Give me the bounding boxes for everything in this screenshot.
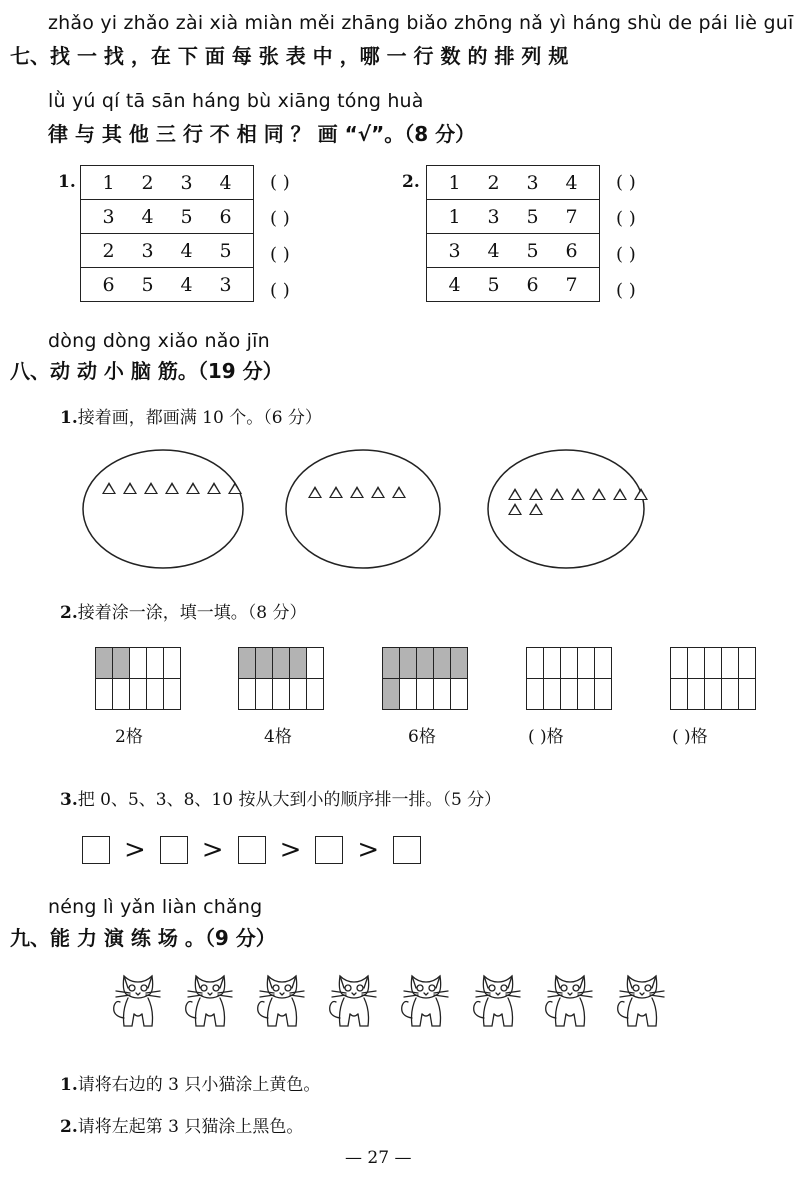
section-8-heading: 八、动 动 小 脑 筋。（19 分）: [10, 359, 283, 383]
table-1-answers: [270, 165, 290, 309]
triangle-icon: [207, 482, 221, 494]
triangle-icon: [186, 482, 200, 494]
triangle-icon: [329, 486, 343, 498]
cat-icon[interactable]: [470, 968, 526, 1034]
greater-than-sign: >: [124, 835, 146, 865]
triangle-icon: [508, 488, 522, 500]
grid-cell[interactable]: [417, 648, 434, 679]
table-cell: 2: [141, 171, 154, 194]
oval-2: [286, 450, 440, 568]
grid-cell[interactable]: [400, 648, 417, 679]
grid-cell[interactable]: [239, 679, 256, 710]
grid-cell[interactable]: [383, 648, 400, 679]
answer-paren[interactable]: ( ): [616, 244, 636, 265]
grid-cell[interactable]: [722, 648, 739, 679]
grid-4-label: ( )格: [528, 727, 564, 747]
grid-cell[interactable]: [256, 648, 273, 679]
grid-cell[interactable]: [544, 648, 561, 679]
grid-cells: [382, 647, 468, 710]
triangle-icon: [350, 486, 364, 498]
triangles-oval-2: [308, 486, 458, 498]
triangle-icon: [165, 482, 179, 494]
grid-cell[interactable]: [739, 648, 756, 679]
answer-paren[interactable]: ( ): [616, 208, 636, 229]
table-cell: 7: [565, 205, 578, 228]
q8-1-text: 1.接着画，都画满 10 个。（6 分）: [60, 408, 322, 428]
grid-cell[interactable]: [561, 648, 578, 679]
answer-paren[interactable]: ( ): [616, 172, 636, 193]
table-cell: 3: [487, 205, 500, 228]
grid-cells: [670, 647, 756, 710]
grid-cell[interactable]: [578, 648, 595, 679]
triangle-icon: [144, 482, 158, 494]
grid-cell[interactable]: [705, 679, 722, 710]
cat-icon[interactable]: [614, 968, 670, 1034]
grid-cell[interactable]: [113, 648, 130, 679]
grid-cell[interactable]: [290, 648, 307, 679]
grid-cell[interactable]: [739, 679, 756, 710]
table-cell: 5: [487, 273, 500, 296]
table-cell: 6: [565, 239, 578, 262]
section-7-heading-line2: 律 与 其 他 三 行 不 相 同 ？ 画 “√”。（8 分）: [48, 122, 476, 146]
table-cell: 6: [102, 273, 115, 296]
table-cell: 4: [180, 273, 193, 296]
table-2-answers: [616, 165, 636, 309]
triangle-icon: [392, 486, 406, 498]
section-7-heading-line1: 七、找 一 找 ，在 下 面 每 张 表 中 ，哪 一 行 数 的 排 列 规: [10, 44, 569, 68]
shade-grid-3: [382, 647, 468, 710]
grid-cell[interactable]: [688, 648, 705, 679]
cat-icon[interactable]: [542, 968, 598, 1034]
cat-icon[interactable]: [326, 968, 382, 1034]
grid-cell[interactable]: [561, 679, 578, 710]
table-cell: 3: [141, 239, 154, 262]
greater-than-sign: >: [357, 835, 380, 865]
triangle-icon: [529, 488, 543, 500]
grid-1-label: 2格: [115, 727, 143, 747]
grid-cell[interactable]: [239, 648, 256, 679]
table-cell: 5: [180, 205, 193, 228]
grid-cell[interactable]: [527, 679, 544, 710]
grid-cells: [95, 647, 181, 710]
table-cell: 1: [448, 205, 461, 228]
grid-cell[interactable]: [273, 648, 290, 679]
grid-cell[interactable]: [96, 648, 113, 679]
q9-2-text: 2.请将左起第 3 只猫涂上黑色。: [60, 1117, 304, 1137]
greater-than-sign: >: [201, 835, 224, 865]
number-table-2: [426, 165, 600, 302]
answer-box[interactable]: [315, 836, 343, 864]
grid-cell[interactable]: [147, 679, 164, 710]
table-row: [427, 200, 600, 234]
table-row: [81, 166, 254, 200]
grid-cell[interactable]: [671, 679, 688, 710]
table-cell: 4: [565, 171, 578, 194]
q8-2-text: 2.接着涂一涂，填一填。（8 分）: [60, 603, 307, 623]
grid-cell[interactable]: [595, 648, 612, 679]
grid-cell[interactable]: [307, 679, 324, 710]
table-cell: 3: [526, 171, 539, 194]
answer-box[interactable]: [238, 836, 266, 864]
triangle-icon: [123, 482, 137, 494]
grid-cell[interactable]: [400, 679, 417, 710]
greater-than-sign: >: [279, 835, 302, 865]
grid-3-label: 6格: [408, 727, 436, 747]
grid-cell[interactable]: [434, 648, 451, 679]
table-row: [427, 166, 600, 200]
grid-cell[interactable]: [434, 679, 451, 710]
table-cell: 3: [180, 171, 193, 194]
grid-cell[interactable]: [671, 648, 688, 679]
table-cell: 2: [487, 171, 500, 194]
grid-cell[interactable]: [383, 679, 400, 710]
cats-row: [110, 968, 670, 1034]
triangle-icon: [228, 482, 242, 494]
cat-icon[interactable]: [254, 968, 310, 1034]
table-cell: 5: [219, 239, 232, 262]
table-cell: 5: [141, 273, 154, 296]
table-cell: 4: [141, 205, 154, 228]
section-9-heading: 九、能 力 演 练 场 。（9 分）: [10, 926, 276, 950]
answer-paren[interactable]: ( ): [270, 208, 290, 229]
grid-cells: [526, 647, 612, 710]
table-2-label: 2.: [402, 172, 420, 192]
table-cell: 7: [565, 273, 578, 296]
grid-cell[interactable]: [290, 679, 307, 710]
table-1-label: 1.: [58, 172, 76, 192]
grid-cell[interactable]: [595, 679, 612, 710]
answer-paren[interactable]: ( ): [270, 172, 290, 193]
table-cell: 1: [448, 171, 461, 194]
cat-icon[interactable]: [110, 968, 166, 1034]
q8-3-text: 3.把 0、5、3、8、10 按从大到小的顺序排一排。（5 分）: [60, 790, 502, 810]
grid-2-label: 4格: [264, 727, 292, 747]
table-row: [427, 268, 600, 302]
table-cell: 4: [180, 239, 193, 262]
table-cell: 3: [448, 239, 461, 262]
answer-paren[interactable]: ( ): [270, 244, 290, 265]
shade-grid-1: [95, 647, 181, 710]
triangles-oval-1: [102, 482, 252, 494]
triangle-icon: [371, 486, 385, 498]
table-cell: 6: [219, 205, 232, 228]
oval-1: [83, 450, 243, 568]
pinyin-line-8: dòng dòng xiǎo nǎo jīn: [48, 330, 270, 352]
grid-cell[interactable]: [113, 679, 130, 710]
shade-grid-4: [526, 647, 612, 710]
table-cell: 3: [102, 205, 115, 228]
grid-cell[interactable]: [722, 679, 739, 710]
triangle-icon: [102, 482, 116, 494]
grid-cell[interactable]: [527, 648, 544, 679]
shade-grid-2: [238, 647, 324, 710]
pinyin-line-7a: zhǎo yi zhǎo zài xià miàn měi zhāng biǎo zhōng nǎ yì háng shù de pái liè guī: [48, 12, 794, 34]
grid-cell[interactable]: [273, 679, 290, 710]
table-cell: 2: [102, 239, 115, 262]
triangle-icon: [550, 488, 564, 500]
page-number: — 27 —: [345, 1148, 412, 1168]
grid-cells: [238, 647, 324, 710]
shade-grid-5: [670, 647, 756, 710]
grid-cell[interactable]: [451, 679, 468, 710]
table-cell: 4: [448, 273, 461, 296]
answer-box[interactable]: [393, 836, 421, 864]
grid-5-label: ( )格: [672, 727, 708, 747]
ovals-svg: [0, 440, 800, 580]
triangle-icon: [571, 488, 585, 500]
triangles-oval-3: [508, 488, 658, 515]
number-table-1: [80, 165, 254, 302]
table-row: [427, 234, 600, 268]
grid-cell[interactable]: [578, 679, 595, 710]
triangle-icon: [308, 486, 322, 498]
table-row: [81, 234, 254, 268]
table-cell: 6: [526, 273, 539, 296]
cat-icon[interactable]: [182, 968, 238, 1034]
grid-cell[interactable]: [147, 648, 164, 679]
pinyin-line-7b: lǜ yú qí tā sān háng bù xiāng tóng huà: [48, 90, 424, 112]
answer-paren[interactable]: ( ): [270, 280, 290, 301]
answer-box[interactable]: [82, 836, 110, 864]
table-cell: 5: [526, 239, 539, 262]
grid-cell[interactable]: [164, 679, 181, 710]
grid-cell[interactable]: [256, 679, 273, 710]
pinyin-line-9: néng lì yǎn liàn chǎng: [48, 896, 263, 918]
grid-cell[interactable]: [96, 679, 113, 710]
triangle-icon: [529, 503, 543, 515]
grid-cell[interactable]: [705, 648, 722, 679]
table-cell: 3: [219, 273, 232, 296]
q9-1-text: 1.请将右边的 3 只小猫涂上黄色。: [60, 1075, 321, 1095]
grid-cell[interactable]: [130, 679, 147, 710]
grid-cell[interactable]: [451, 648, 468, 679]
grid-cell[interactable]: [307, 648, 324, 679]
triangle-icon: [508, 503, 522, 515]
table-cell: 4: [487, 239, 500, 262]
grid-cell[interactable]: [164, 648, 181, 679]
table-row: [81, 200, 254, 234]
table-cell: 1: [102, 171, 115, 194]
grid-cell[interactable]: [544, 679, 561, 710]
triangle-icon: [634, 488, 648, 500]
triangle-icon: [592, 488, 606, 500]
answer-paren[interactable]: ( ): [616, 280, 636, 301]
table-cell: 4: [219, 171, 232, 194]
triangle-icon: [613, 488, 627, 500]
answer-box[interactable]: [160, 836, 188, 864]
grid-cell[interactable]: [417, 679, 434, 710]
table-row: [81, 268, 254, 302]
table-cell: 5: [526, 205, 539, 228]
grid-cell[interactable]: [130, 648, 147, 679]
order-boxes: [82, 836, 421, 864]
grid-cell[interactable]: [688, 679, 705, 710]
cat-icon[interactable]: [398, 968, 454, 1034]
